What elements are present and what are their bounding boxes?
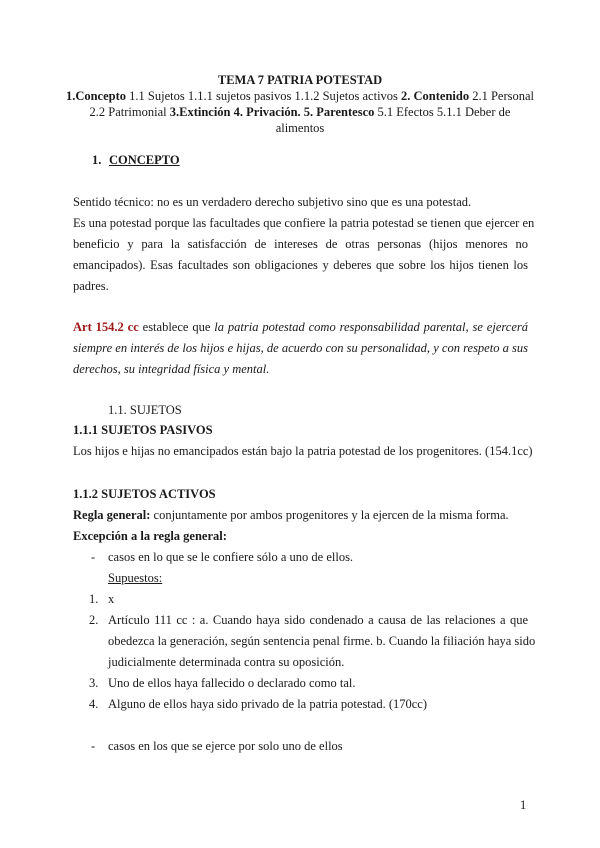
toc-s3: 3.Extinción	[169, 105, 231, 119]
toc-s5: 5. Parentesco	[303, 105, 375, 119]
list-item-2-line-1: Artículo 111 cc : a. Cuando haya sido condenado a causa de las relaciones a que	[108, 613, 528, 627]
section-1-heading: CONCEPTO	[109, 153, 180, 167]
concept-p1: Sentido técnico: no es un verdadero derecho subjetivo sino que es una potestad.	[73, 195, 472, 209]
subjects-heading: 1.1. SUJETOS	[108, 403, 182, 417]
toc-line2-start: 2.2 Patrimonial	[89, 105, 170, 119]
active-subjects-heading: 1.1.2 SUJETOS ACTIVOS	[73, 487, 216, 501]
list-item-1-text: x	[108, 592, 115, 606]
toc-s1-rest: 1.1 Sujetos 1.1.1 sujetos pasivos 1.1.2 Sujetos activos	[126, 89, 402, 103]
toc-line-1	[60, 88, 540, 104]
article-reference: Art 154.2 cc	[73, 320, 139, 334]
list-item-4-text: Alguno de ellos haya sido privado de la patria potestad. (170cc)	[108, 697, 428, 711]
toc-s4: 4. Privación.	[233, 105, 301, 119]
toc-s2: 2. Contenido	[401, 89, 470, 103]
general-rule-text: conjuntamente por ambos progenitores y la ejercen de la misma forma.	[150, 508, 509, 522]
list-item-2-line-3: judicialmente determinada contra su oposición.	[108, 655, 345, 669]
concept-p2-line-2: beneficio y para la satisfacción de intereses de otras personas (hijos menores no	[73, 237, 528, 251]
toc-line2-end: 5.1 Efectos 5.1.1 Deber de	[374, 105, 511, 119]
concept-p2-line-3: emancipados). Esas facultades son obligaciones y deberes que sobre los hijos tienen los	[73, 258, 528, 272]
concept-p2-line-1: Es una potestad porque las facultades que confiere la patria potestad se tienen que ejercer en	[73, 216, 535, 230]
dash-bullet-1: -	[91, 550, 96, 564]
toc-s1-label: Concepto	[75, 89, 127, 103]
section-1-number: 1.	[92, 153, 102, 167]
general-rule-label: Regla general:	[73, 508, 151, 522]
exception-heading: Excepción a la regla general:	[73, 529, 227, 543]
concept-p2-line-4: padres.	[73, 279, 109, 293]
article-line-2: siempre en interés de los hijos e hijas, de acuerdo con su personalidad, y con respeto a sus	[73, 341, 528, 355]
toc-s2-rest: 2.1 Personal	[469, 89, 535, 103]
list-item-2-number: 2.	[89, 613, 99, 627]
list-item-2-line-2: obedezca la generación, según sentencia penal firme. b. Cuando la filiación haya sido	[108, 634, 536, 648]
dash-item-1: casos en lo que se le confiere sólo a uno de ellos.	[108, 550, 354, 564]
list-item-3-text: Uno de ellos haya fallecido o declarado como tal.	[108, 676, 356, 690]
page-number: 1	[520, 798, 527, 812]
article-line-3: derechos, su integridad física y mental.	[73, 362, 270, 376]
article-lead: establece que	[138, 320, 215, 334]
list-item-4-number: 4.	[89, 697, 99, 711]
article-quote-start: la patria potestad como responsabilidad parental, se ejercerá	[214, 320, 528, 334]
passive-subjects-text: Los hijos e hijas no emancipados están bajo la patria potestad de los progenitores. (154.1cc)	[73, 444, 533, 458]
article-line-1	[73, 319, 528, 335]
supuestos-label: Supuestos:	[108, 571, 163, 585]
dash-item-2: casos en los que se ejerce por solo uno de ellos	[108, 739, 343, 753]
document-title: TEMA 7 PATRIA POTESTAD	[217, 73, 383, 87]
dash-bullet-2: -	[91, 739, 96, 753]
toc-line-3: alimentos	[275, 121, 325, 135]
list-item-3-number: 3.	[89, 676, 99, 690]
passive-subjects-heading: 1.1.1 SUJETOS PASIVOS	[73, 423, 213, 437]
toc-s1-num: 1.	[65, 89, 76, 103]
general-rule	[73, 507, 509, 523]
toc-line-2	[60, 104, 540, 120]
list-item-1-number: 1.	[89, 592, 99, 606]
